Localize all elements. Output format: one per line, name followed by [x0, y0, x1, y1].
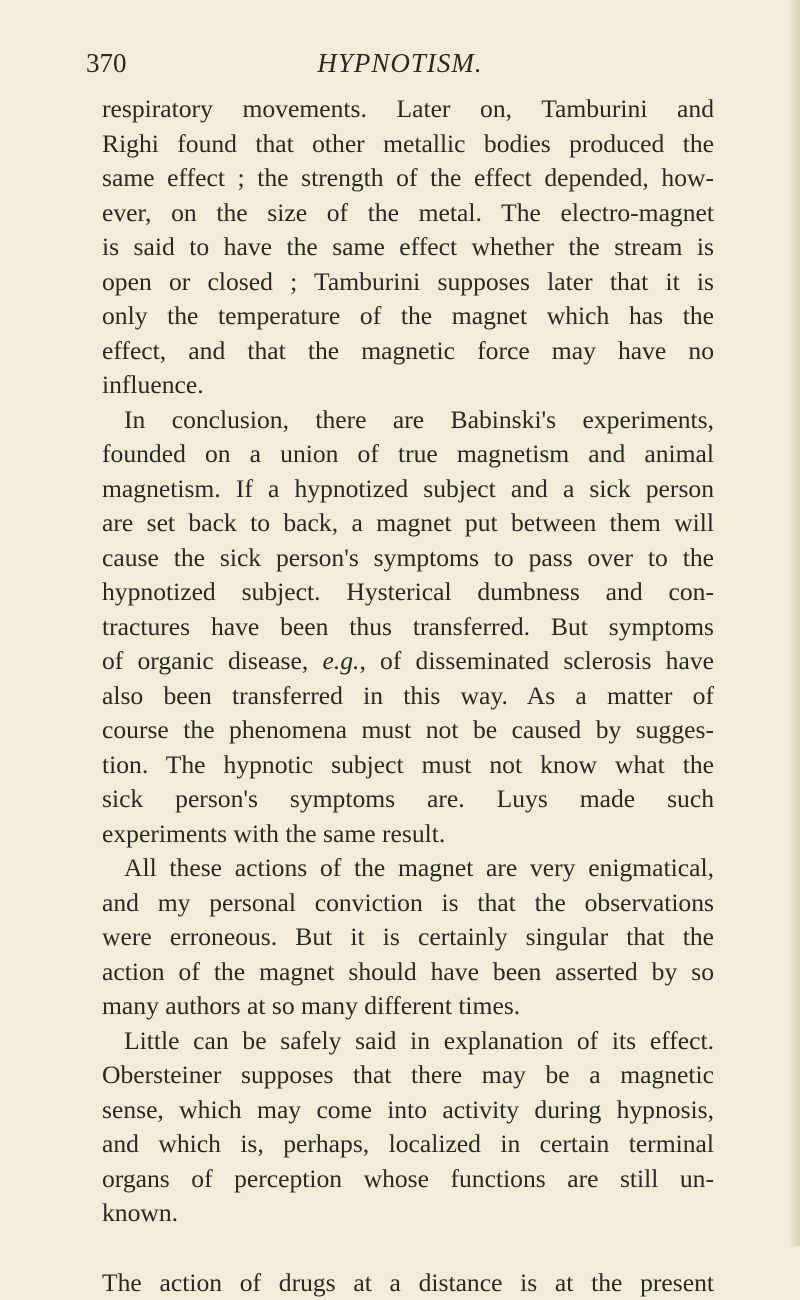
text-line: experiments with the same result. — [102, 817, 714, 852]
page-edge-shadow — [788, 0, 800, 1246]
text-line: is said to have the same effect whether the stream is — [102, 230, 714, 265]
text-line: In conclusion, there are Babinski's experiments, — [102, 403, 714, 438]
text-line: are set back to back, a magnet put between them will — [102, 506, 714, 541]
text-line: and which is, perhaps, localized in certain terminal — [102, 1127, 714, 1162]
text-line: respiratory movements. Later on, Tamburini and — [102, 92, 714, 127]
text-line: Obersteiner supposes that there may be a magnetic — [102, 1058, 714, 1093]
text-line: All these actions of the magnet are very enigmatical, — [102, 851, 714, 886]
running-title: HYPNOTISM. — [0, 48, 800, 79]
text-line: of organic disease, e.g., of disseminated sclerosis have — [102, 644, 714, 679]
text-line: tion. The hypnotic subject must not know what the — [102, 748, 714, 783]
page-header — [0, 48, 800, 88]
text-line: also been transferred in this way. As a matter of — [102, 679, 714, 714]
text-line: action of the magnet should have been asserted by so — [102, 955, 714, 990]
text-line: cause the sick person's symptoms to pass over to the — [102, 541, 714, 576]
text-line: hypnotized subject. Hysterical dumbness and con- — [102, 575, 714, 610]
text-line: tractures have been thus transferred. But symptoms — [102, 610, 714, 645]
paragraph-gap — [102, 1231, 714, 1266]
italic-abbreviation: e.g. — [322, 646, 359, 675]
text-line: course the phenomena must not be caused by sugges- — [102, 713, 714, 748]
text-line: sense, which may come into activity during hypnosis, — [102, 1093, 714, 1128]
text-line: were erroneous. But it is certainly singular that the — [102, 920, 714, 955]
page-number: 370 — [86, 48, 127, 79]
text-line: same effect ; the strength of the effect depended, how- — [102, 161, 714, 196]
text-line: open or closed ; Tamburini supposes later that it is — [102, 265, 714, 300]
text-line: ever, on the size of the metal. The electro-magnet — [102, 196, 714, 231]
text-line: Righi found that other metallic bodies produced the — [102, 127, 714, 162]
text-line: only the temperature of the magnet which has the — [102, 299, 714, 334]
text-line: sick person's symptoms are. Luys made such — [102, 782, 714, 817]
text-line: effect, and that the magnetic force may have no — [102, 334, 714, 369]
text-line: influence. — [102, 368, 714, 403]
text-line: many authors at so many different times. — [102, 989, 714, 1024]
text-line: magnetism. If a hypnotized subject and a sick person — [102, 472, 714, 507]
text-line: organs of perception whose functions are still un- — [102, 1162, 714, 1197]
text-line: known. — [102, 1196, 714, 1231]
text-line: and my personal conviction is that the observations — [102, 886, 714, 921]
body-text — [102, 92, 714, 1300]
text-line: The action of drugs at a distance is at the present — [102, 1266, 714, 1300]
text-line: founded on a union of true magnetism and animal — [102, 437, 714, 472]
text-line: Little can be safely said in explanation of its effect. — [102, 1024, 714, 1059]
